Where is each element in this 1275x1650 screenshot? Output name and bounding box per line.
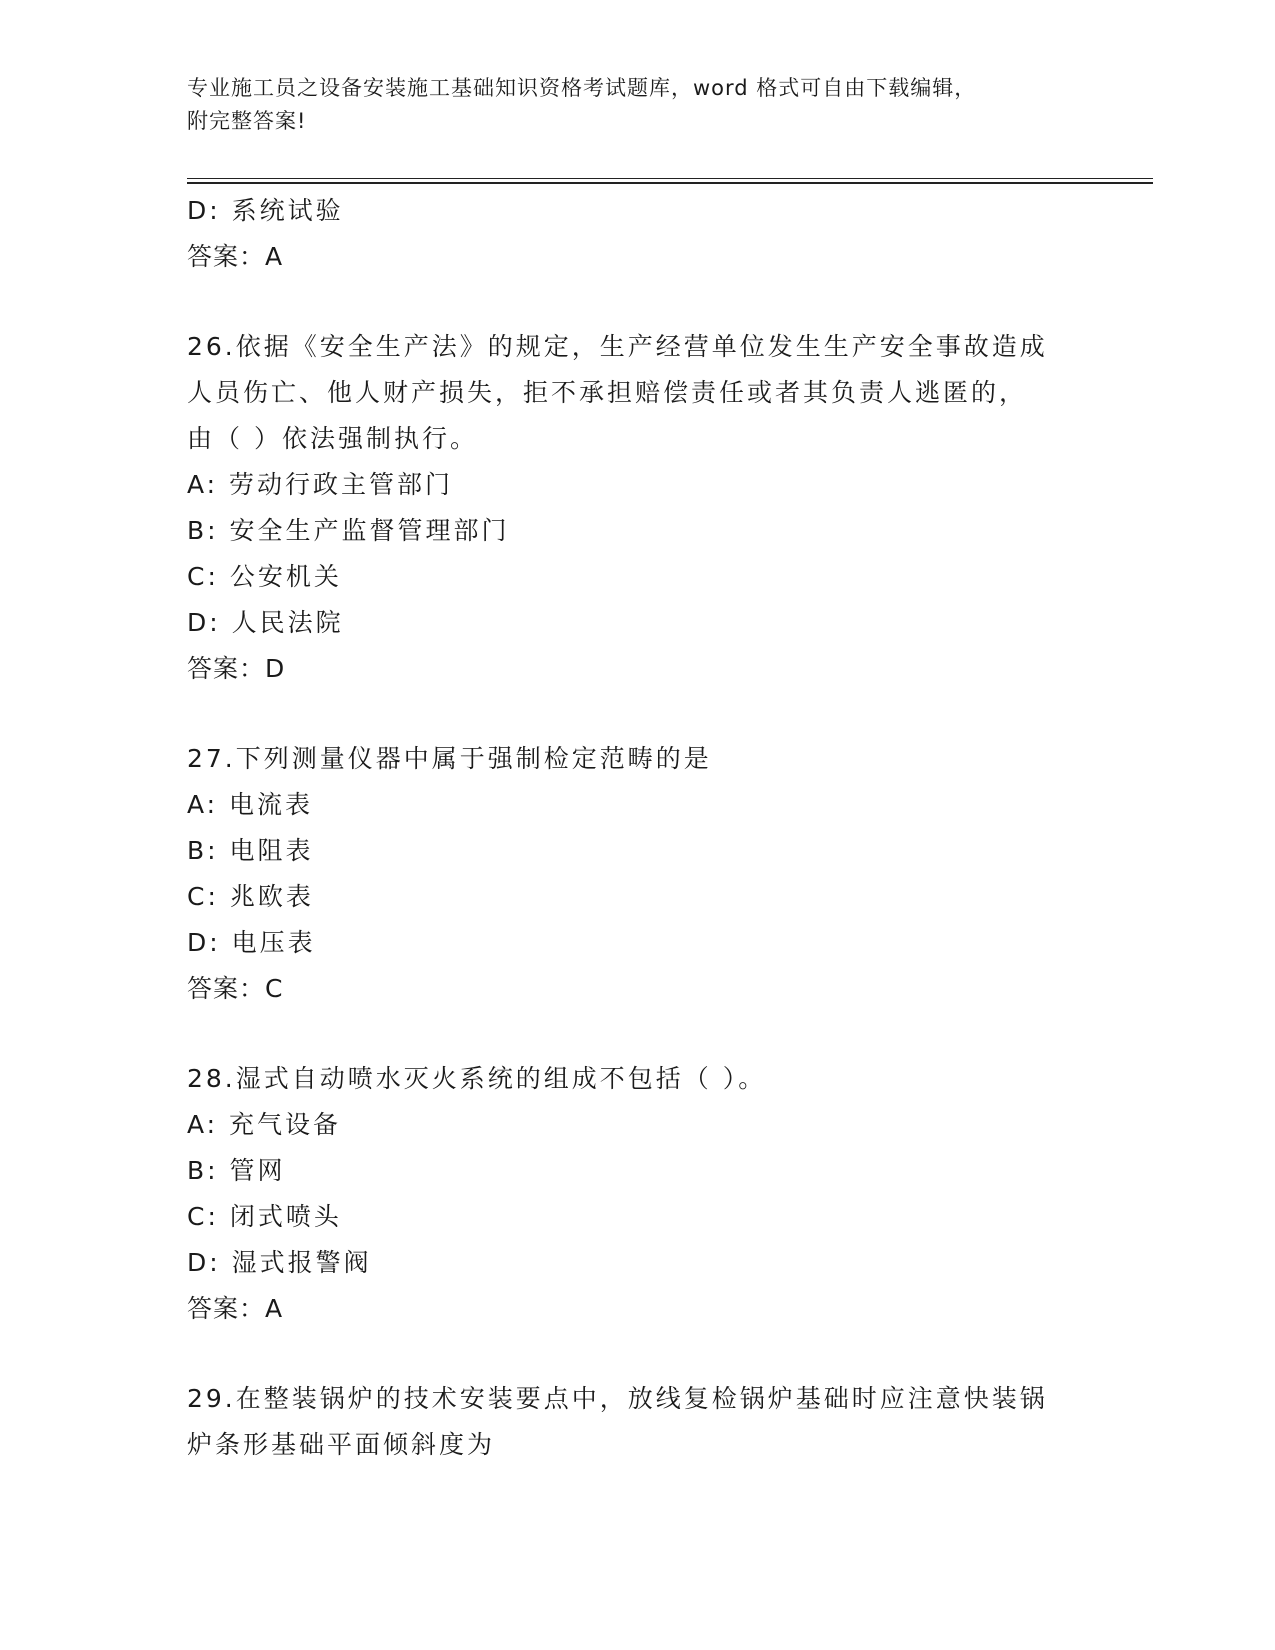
document-header (187, 72, 1087, 138)
header-line-2: 附完整答案! (187, 109, 307, 133)
question-stem-line: 人员伤亡、他人财产损失，拒不承担赔偿责任或者其负责人逃匿的， (187, 378, 1028, 407)
option-c: C: 闭式喷头 (187, 1202, 342, 1231)
question-content (187, 188, 1147, 1468)
option-d: D: 系统试验 (187, 196, 344, 225)
question-28 (187, 1056, 1147, 1332)
answer-line: 答案：C (187, 974, 284, 1003)
option-c: C: 公安机关 (187, 562, 342, 591)
spacer (187, 692, 1147, 736)
option-d: D: 人民法院 (187, 608, 344, 637)
option-a: A: 电流表 (187, 790, 314, 819)
answer-line: 答案：D (187, 654, 286, 683)
question-stem-line: 28.湿式自动喷水灭火系统的组成不包括（ ）。 (187, 1064, 767, 1093)
option-d: D: 湿式报警阀 (187, 1248, 372, 1277)
spacer (187, 1012, 1147, 1056)
question-stem-line: 炉条形基础平面倾斜度为 (187, 1430, 496, 1459)
header-line-1: 专业施工员之设备安装施工基础知识资格考试题库，word 格式可自由下载编辑， (187, 76, 977, 100)
question-stem-line: 26.依据《安全生产法》的规定，生产经营单位发生生产安全事故造成 (187, 332, 1048, 361)
question-stem-line: 27.下列测量仪器中属于强制检定范畴的是 (187, 744, 712, 773)
question-27 (187, 736, 1147, 1012)
option-b: B: 安全生产监督管理部门 (187, 516, 510, 545)
option-a: A: 劳动行政主管部门 (187, 470, 454, 499)
spacer (187, 1332, 1147, 1376)
question-26 (187, 324, 1147, 692)
option-b: B: 管网 (187, 1156, 286, 1185)
question-29 (187, 1376, 1147, 1468)
option-a: A: 充气设备 (187, 1110, 342, 1139)
question-stem-line: 29.在整装锅炉的技术安装要点中，放线复检锅炉基础时应注意快装锅 (187, 1384, 1048, 1413)
header-rule-thin (187, 178, 1153, 179)
header-rule-thick (187, 182, 1153, 184)
option-d: D: 电压表 (187, 928, 316, 957)
spacer (187, 280, 1147, 324)
previous-question-tail (187, 188, 1147, 280)
answer-line: 答案：A (187, 242, 284, 271)
option-c: C: 兆欧表 (187, 882, 314, 911)
answer-line: 答案：A (187, 1294, 284, 1323)
question-stem-line: 由（ ）依法强制执行。 (187, 424, 478, 453)
option-b: B: 电阻表 (187, 836, 314, 865)
